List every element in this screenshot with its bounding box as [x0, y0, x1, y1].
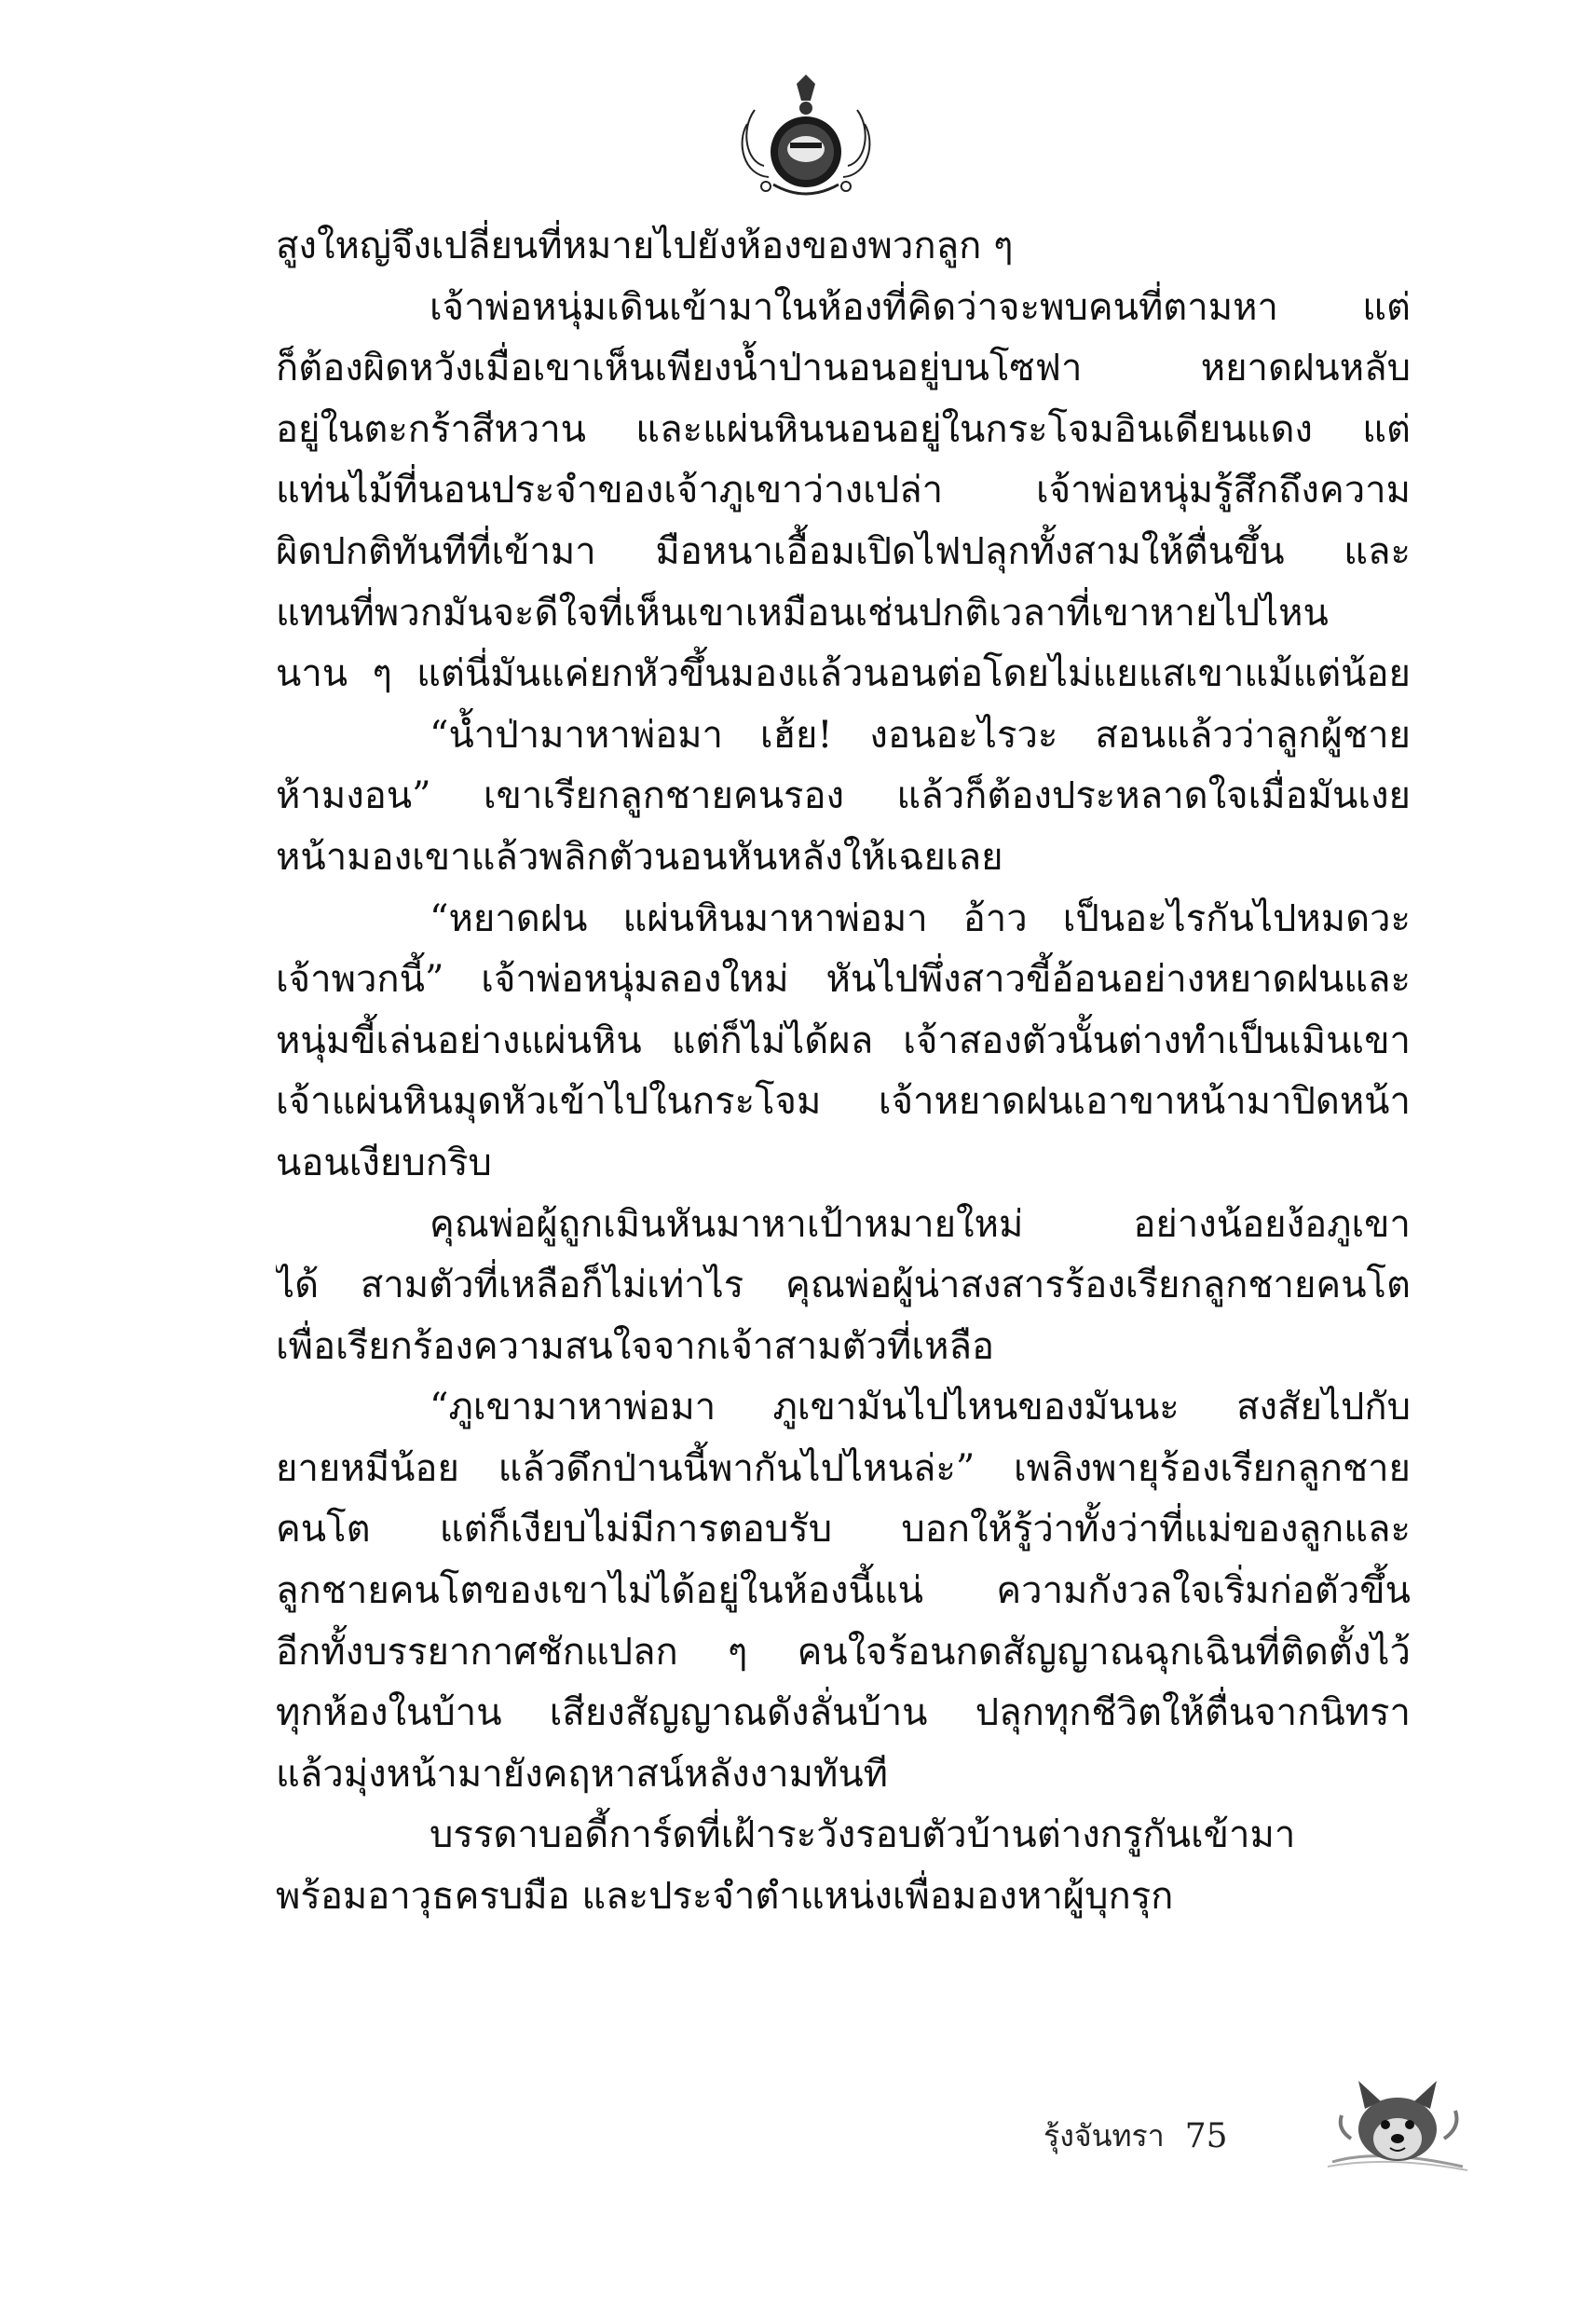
text-line: ผิดปกติทันทีที่เข้ามา มือหนาเอื้อมเปิดไฟปลุกทั้งสามให้ตื่นขึ้น และ — [276, 529, 1411, 573]
text-line: เพื่อเรียกร้องความสนใจจากเจ้าสามตัวที่เหลือ — [276, 1324, 994, 1368]
text-line: เจ้าพวกนี้” เจ้าพ่อหนุ่มลองใหม่ หันไปพึ่งสาวขี้อ้อนอย่างหยาดฝนและ — [276, 958, 1411, 1002]
text-line: “หยาดฝน แผ่นหินมาหาพ่อมา อ้าว เป็นอะไรกันไปหมดวะ — [430, 896, 1411, 940]
text-line: ห้ามงอน” เขาเรียกลูกชายคนรอง แล้วก็ต้องประหลาดใจเมื่อมันเงย — [276, 774, 1411, 818]
text-line: ก็ต้องผิดหวังเมื่อเขาเห็นเพียงน้ำป่านอนอยู่บนโซฟา หยาดฝนหลับ — [276, 347, 1411, 390]
text-line: นาน ๆ แต่นี่มันแค่ยกหัวขึ้นมองแล้วนอนต่อโดยไม่แยแสเขาแม้แต่น้อย — [276, 652, 1411, 696]
text-line: อีกทั้งบรรยากาศชักแปลก ๆ คนใจร้อนกดสัญญาณฉุกเฉินที่ติดตั้งไว้ — [276, 1630, 1411, 1674]
text-line: ทุกห้องในบ้าน เสียงสัญญาณดังลั่นบ้าน ปลุกทุกชีวิตให้ตื่นจากนิทรา — [276, 1691, 1411, 1735]
text-line: เจ้าแผ่นหินมุดหัวเข้าไปในกระโจม เจ้าหยาดฝนเอาขาหน้ามาปิดหน้า — [276, 1080, 1411, 1124]
text-line: คุณพ่อผู้ถูกเมินหันมาหาเป้าหมายใหม่ อย่างน้อยง้อภูเขา — [430, 1202, 1411, 1246]
body-text — [276, 216, 1411, 1928]
text-line: บรรดาบอดี้การ์ดที่เฝ้าระวังรอบตัวบ้านต่างกรูกันเข้ามา — [430, 1813, 1296, 1857]
text-line: “น้ำป่ามาหาพ่อมา เฮ้ย! งอนอะไรวะ สอนแล้วว่าลูกผู้ชาย — [430, 713, 1411, 757]
text-line: ได้ สามตัวที่เหลือก็ไม่เท่าไร คุณพ่อผู้น่าสงสารร้องเรียกลูกชายคนโต — [276, 1264, 1411, 1307]
text-line: เจ้าพ่อหนุ่มเดินเข้ามาในห้องที่คิดว่าจะพบคนที่ตามหา แต่ — [430, 285, 1411, 329]
chapter-ornament-icon — [736, 73, 876, 212]
text-line: คนโต แต่ก็เงียบไม่มีการตอบรับ บอกให้รู้ว่าทั้งว่าที่แม่ของลูกและ — [276, 1508, 1411, 1552]
text-line: ลูกชายคนโตของเขาไม่ได้อยู่ในห้องนี้แน่ ความกังวลใจเริ่มก่อตัวขึ้น — [276, 1569, 1411, 1613]
text-line: ยายหมีน้อย แล้วดึกป่านนี้พากันไปไหนล่ะ” เพลิงพายุร้องเรียกลูกชาย — [276, 1446, 1411, 1490]
text-line: “ภูเขามาหาพ่อมา ภูเขามันไปไหนของมันนะ สงสัยไปกับ — [430, 1386, 1411, 1429]
page-number: 75 — [1184, 2116, 1228, 2155]
text-line: นอนเงียบกริบ — [276, 1141, 492, 1184]
dog-mascot-icon — [1323, 2073, 1472, 2176]
text-line: หน้ามองเขาแล้วพลิกตัวนอนหันหลังให้เฉยเลย — [276, 835, 1003, 879]
book-title: รุ้งจันทรา — [1044, 2117, 1165, 2154]
text-line: สูงใหญ่จึงเปลี่ยนที่หมายไปยังห้องของพวกลูก ๆ — [276, 225, 1014, 267]
text-line: แท่นไม้ที่นอนประจำของเจ้าภูเขาว่างเปล่า เจ้าพ่อหนุ่มรู้สึกถึงความ — [276, 469, 1411, 513]
page-footer — [1044, 2108, 1228, 2164]
text-line: แทนที่พวกมันจะดีใจที่เห็นเขาเหมือนเช่นปกติเวลาที่เขาหายไปไหน — [276, 591, 1329, 635]
text-line: พร้อมอาวุธครบมือ และประจำตำแหน่งเพื่อมองหาผู้บุกรุก — [276, 1875, 1174, 1919]
text-line: แล้วมุ่งหน้ามายังคฤหาสน์หลังงามทันที — [276, 1752, 889, 1796]
text-line: หนุ่มขี้เล่นอย่างแผ่นหิน แต่ก็ไม่ได้ผล เจ้าสองตัวนั้นต่างทำเป็นเมินเขา — [276, 1019, 1411, 1062]
text-line: อยู่ในตะกร้าสีหวาน และแผ่นหินนอนอยู่ในกระโจมอินเดียนแดง แต่ — [276, 407, 1411, 451]
